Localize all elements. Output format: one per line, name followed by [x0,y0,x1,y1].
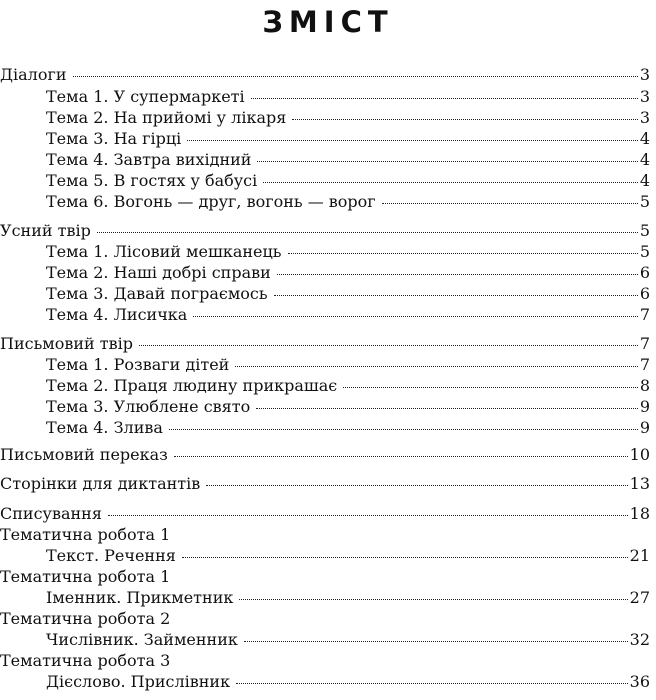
toc-entry-page: 3 [639,87,650,106]
toc-entry-leader [288,253,638,254]
toc-entry-label: Усний твір [0,221,91,240]
toc-entry [0,354,650,376]
toc-entry-leader [97,232,638,233]
toc-entry [0,191,650,213]
toc-entry-page: 4 [639,171,650,190]
toc-entry-label: Тема 4. Злива [46,418,163,437]
toc-entry [0,503,650,525]
toc-entry-label: Тема 2. На прийомі у лікаря [46,108,287,127]
toc-entry-label: Тема 1. Розваги дітей [46,355,230,374]
toc-entry-label: Тема 6. Вогонь — друг, вогонь — ворог [46,192,376,211]
toc-entry-label: Тематична робота 3 [0,651,171,670]
toc-entry-page: 36 [629,672,650,691]
toc-entry-label: Дієслово. Прислівник [46,672,231,691]
toc-entry-page: 4 [639,129,650,148]
toc-entry [0,671,650,693]
toc-entry-page: 3 [639,108,650,127]
toc-entry-page: 10 [629,445,650,464]
toc-entry [0,396,650,418]
toc-entry-label: Тема 1. Лісовий мешканець [46,242,282,261]
toc-entry-page: 9 [639,397,650,416]
toc-entry [0,545,650,567]
toc-entry-label: Тематична робота 1 [0,567,171,586]
toc-entry-page: 7 [639,305,650,324]
toc-entry-page: 7 [639,355,650,374]
toc-entry-label: Списування [0,504,102,523]
toc-entry-label: Тема 3. Давай пограємось [46,284,268,303]
toc-entry [0,170,650,192]
toc-entry-leader [236,683,628,684]
toc-entry [0,107,650,129]
toc-entry-page: 21 [629,546,650,565]
toc-entry [0,524,650,546]
toc-entry-label: Текст. Речення [46,546,176,565]
toc-entry-leader [187,140,638,141]
toc-entry-leader [263,182,638,183]
toc-entry-page: 18 [629,504,650,523]
toc-entry-leader [343,387,638,388]
toc-entry-page: 5 [639,242,650,261]
toc-entry [0,304,650,326]
toc-entry [0,241,650,263]
toc-entry-page: 13 [629,474,650,493]
toc-entry-leader [108,515,628,516]
toc-entry-page: 3 [639,65,650,84]
toc-entry-leader [274,295,638,296]
toc-entry-label: Тематична робота 2 [0,609,171,628]
toc-entry [0,608,650,630]
toc-entry [0,64,650,86]
toc-entry-label: Іменник. Прикметник [46,588,234,607]
toc-entry [0,417,650,439]
toc-entry-page: 32 [629,630,650,649]
toc-entry-page: 8 [639,376,650,395]
toc-entry-leader [206,485,627,486]
toc-entry-label: Числівник. Займенник [46,630,238,649]
toc-entry [0,587,650,609]
toc-entry-page: 6 [639,263,650,282]
toc-entry [0,86,650,108]
toc-entry [0,444,650,466]
toc-entry [0,375,650,397]
toc-entry-label: Діалоги [0,65,67,84]
page-title: ЗМІСТ [262,5,394,39]
toc-entry [0,262,650,284]
toc-entry-label: Тематична робота 1 [0,525,171,544]
toc-entry [0,650,650,672]
toc-entry-leader [193,316,637,317]
toc-entry-page: 5 [639,192,650,211]
toc-entry [0,283,650,305]
toc-entry-leader [239,599,627,600]
toc-entry-page: 6 [639,284,650,303]
toc-entry-leader [235,366,637,367]
toc-entry-page: 7 [639,334,650,353]
toc-entry-label: Сторінки для диктантів [0,474,201,493]
toc-entry-page: 27 [629,588,650,607]
toc-entry-page: 9 [639,418,650,437]
toc-entry-label: Тема 2. Наші добрі справи [46,263,271,282]
toc-entry-label: Письмовий твір [0,334,134,353]
toc-entry-label: Тема 4. Завтра вихідний [46,150,252,169]
toc-entry [0,220,650,242]
toc-entry-leader [139,345,638,346]
toc-entry [0,629,650,651]
toc-entry-label: Тема 5. В гостях у бабусі [46,171,258,190]
toc-entry-label: Письмовий переказ [0,445,168,464]
toc-entry-label: Тема 3. Улюблене свято [46,397,251,416]
toc-entry-leader [256,408,638,409]
toc-entry-label: Тема 1. У супермаркеті [46,87,245,106]
toc-entry [0,473,650,495]
toc-entry-label: Тема 3. На гірці [46,129,182,148]
toc-entry-leader [251,98,638,99]
toc-entry-leader [174,456,628,457]
toc-entry-leader [257,161,637,162]
toc-entry-leader [277,274,638,275]
toc-entry-page: 4 [639,150,650,169]
toc-entry [0,149,650,171]
toc-entry-leader [169,429,638,430]
toc-entry [0,128,650,150]
toc-entry-leader [182,557,628,558]
toc-entry-label: Тема 2. Праця людину прикрашає [46,376,338,395]
toc-entry [0,566,650,588]
toc-entry-leader [73,76,638,77]
toc-entry-leader [244,641,628,642]
toc-entry [0,333,650,355]
toc-entry-page: 5 [639,221,650,240]
toc-entry-label: Тема 4. Лисичка [46,305,188,324]
toc-entry-leader [292,119,638,120]
toc-entry-leader [382,203,638,204]
